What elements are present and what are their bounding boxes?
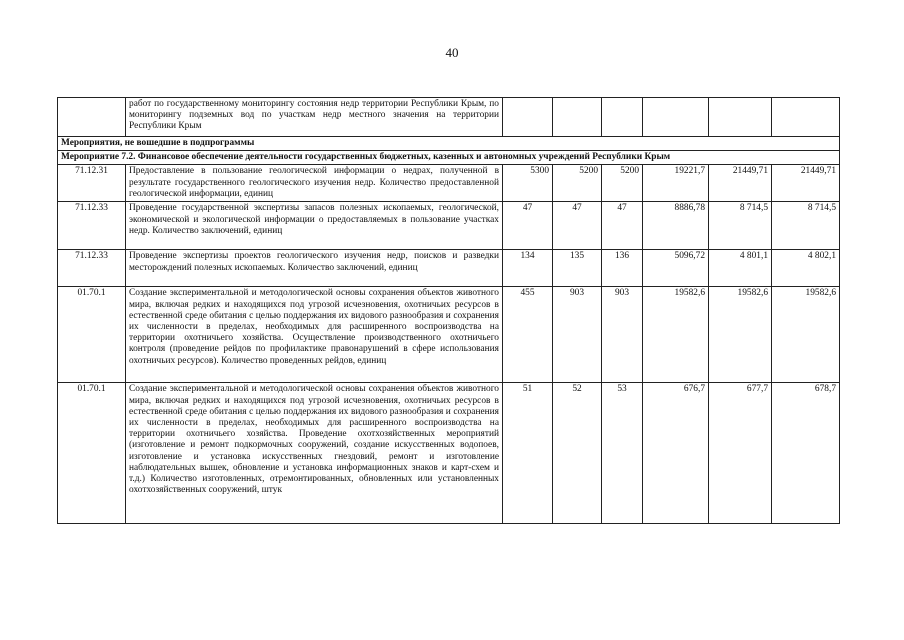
code-cell: 71.12.33 — [58, 202, 126, 250]
code-cell: 71.12.33 — [58, 250, 126, 287]
finance-cell: 19582,6 — [772, 287, 840, 383]
finance-cell: 4 801,1 — [709, 250, 772, 287]
code-cell — [58, 98, 126, 137]
subsection-heading: Мероприятие 7.2. Финансовое обеспечение деятельности государственных бюджетных, казенных и автономных учреждений Республики Крым — [58, 151, 840, 165]
value-cell: 47 — [503, 202, 553, 250]
finance-cell: 676,7 — [643, 383, 709, 524]
finance-cell: 678,7 — [772, 383, 840, 524]
value-cell: 5300 — [503, 165, 553, 202]
description-cell: Предоставление в пользование геологической информации о недрах, полученной в результате государственного геологического изучения недр. Количество предоставленной геологической информации, единиц — [126, 165, 503, 202]
code-cell: 01.70.1 — [58, 287, 126, 383]
code-cell: 71.12.31 — [58, 165, 126, 202]
value-cell: 136 — [602, 250, 643, 287]
section-heading: Мероприятия, не вошедшие в подпрограммы — [58, 137, 840, 151]
description-cell: Создание экспериментальной и методологической основы сохранения объектов животного мира, включая редких и находящихся под угрозой исчезновения, охотничьих ресурсов в естественной среде обитания с целью поддержания их видового разнообразия и сохранения их численности в пределах, необходимых для расширенного воспроизводства на территории охотничьего хозяйства. Осуществление производственного охотничьего контроля (проведение рейдов по профилактике правонарушений в сфере использования охотничьих ресурсов). Количество проведенных рейдов, единиц — [126, 287, 503, 383]
value-cell: 53 — [602, 383, 643, 524]
value-cell: 47 — [553, 202, 602, 250]
finance-cell: 5096,72 — [643, 250, 709, 287]
page-number: 40 — [445, 45, 459, 60]
budget-table — [57, 97, 840, 524]
finance-cell: 677,7 — [709, 383, 772, 524]
code-cell: 01.70.1 — [58, 383, 126, 524]
value-cell: 903 — [553, 287, 602, 383]
finance-cell: 21449,71 — [772, 165, 840, 202]
value-cell: 134 — [503, 250, 553, 287]
table-row — [58, 202, 840, 250]
table-row — [58, 250, 840, 287]
value-cell: 51 — [503, 383, 553, 524]
table-row — [58, 98, 840, 137]
finance-cell: 8 714,5 — [709, 202, 772, 250]
value-cell: 903 — [602, 287, 643, 383]
value-cell: 5200 — [553, 165, 602, 202]
subsection-row — [58, 151, 840, 165]
finance-cell: 19582,6 — [643, 287, 709, 383]
finance-cell: 8886,78 — [643, 202, 709, 250]
description-cell: работ по государственному мониторингу состояния недр территории Республики Крым, по мониторингу подземных вод по участкам недр местного значения на территории Республики Крым — [126, 98, 503, 137]
table-row — [58, 383, 840, 524]
finance-cell: 21449,71 — [709, 165, 772, 202]
description-cell: Проведение экспертизы проектов геологического изучения недр, поисков и разведки месторождений полезных ископаемых. Количество заключений, единиц — [126, 250, 503, 287]
value-cell: 52 — [553, 383, 602, 524]
finance-cell: 8 714,5 — [772, 202, 840, 250]
value-cell: 135 — [553, 250, 602, 287]
value-cell: 47 — [602, 202, 643, 250]
description-cell: Проведение государственной экспертизы запасов полезных ископаемых, геологической, экономической и экологической информации о предоставляемых в пользование участках недр. Количество заключений, единиц — [126, 202, 503, 250]
table-row — [58, 165, 840, 202]
value-cell: 5200 — [602, 165, 643, 202]
value-cell: 455 — [503, 287, 553, 383]
finance-cell: 19221,7 — [643, 165, 709, 202]
section-row — [58, 137, 840, 151]
table-row — [58, 287, 840, 383]
finance-cell: 19582,6 — [709, 287, 772, 383]
description-cell: Создание экспериментальной и методологической основы сохранения объектов животного мира, включая редких и находящихся под угрозой исчезновения, охотничьих ресурсов в естественной среде обитания с целью поддержания их видового разнообразия и сохранения их численности в пределах, необходимых для расширенного воспроизводства на территории охотничьего хозяйства. Проведение охотхозяйственных мероприятий (изготовление и ремонт подкормочных сооружений, создание искусственных водопоев, изготовление и установка искусственных гнездовий, ремонт и изготовление наблюдательных вышек, обновление и установка информационных знаков и карт-схем и т.д.) Количество изготовленных, отремонтированных, обновленных или установленных охотхозяйственных сооружений, штук — [126, 383, 503, 524]
finance-cell: 4 802,1 — [772, 250, 840, 287]
